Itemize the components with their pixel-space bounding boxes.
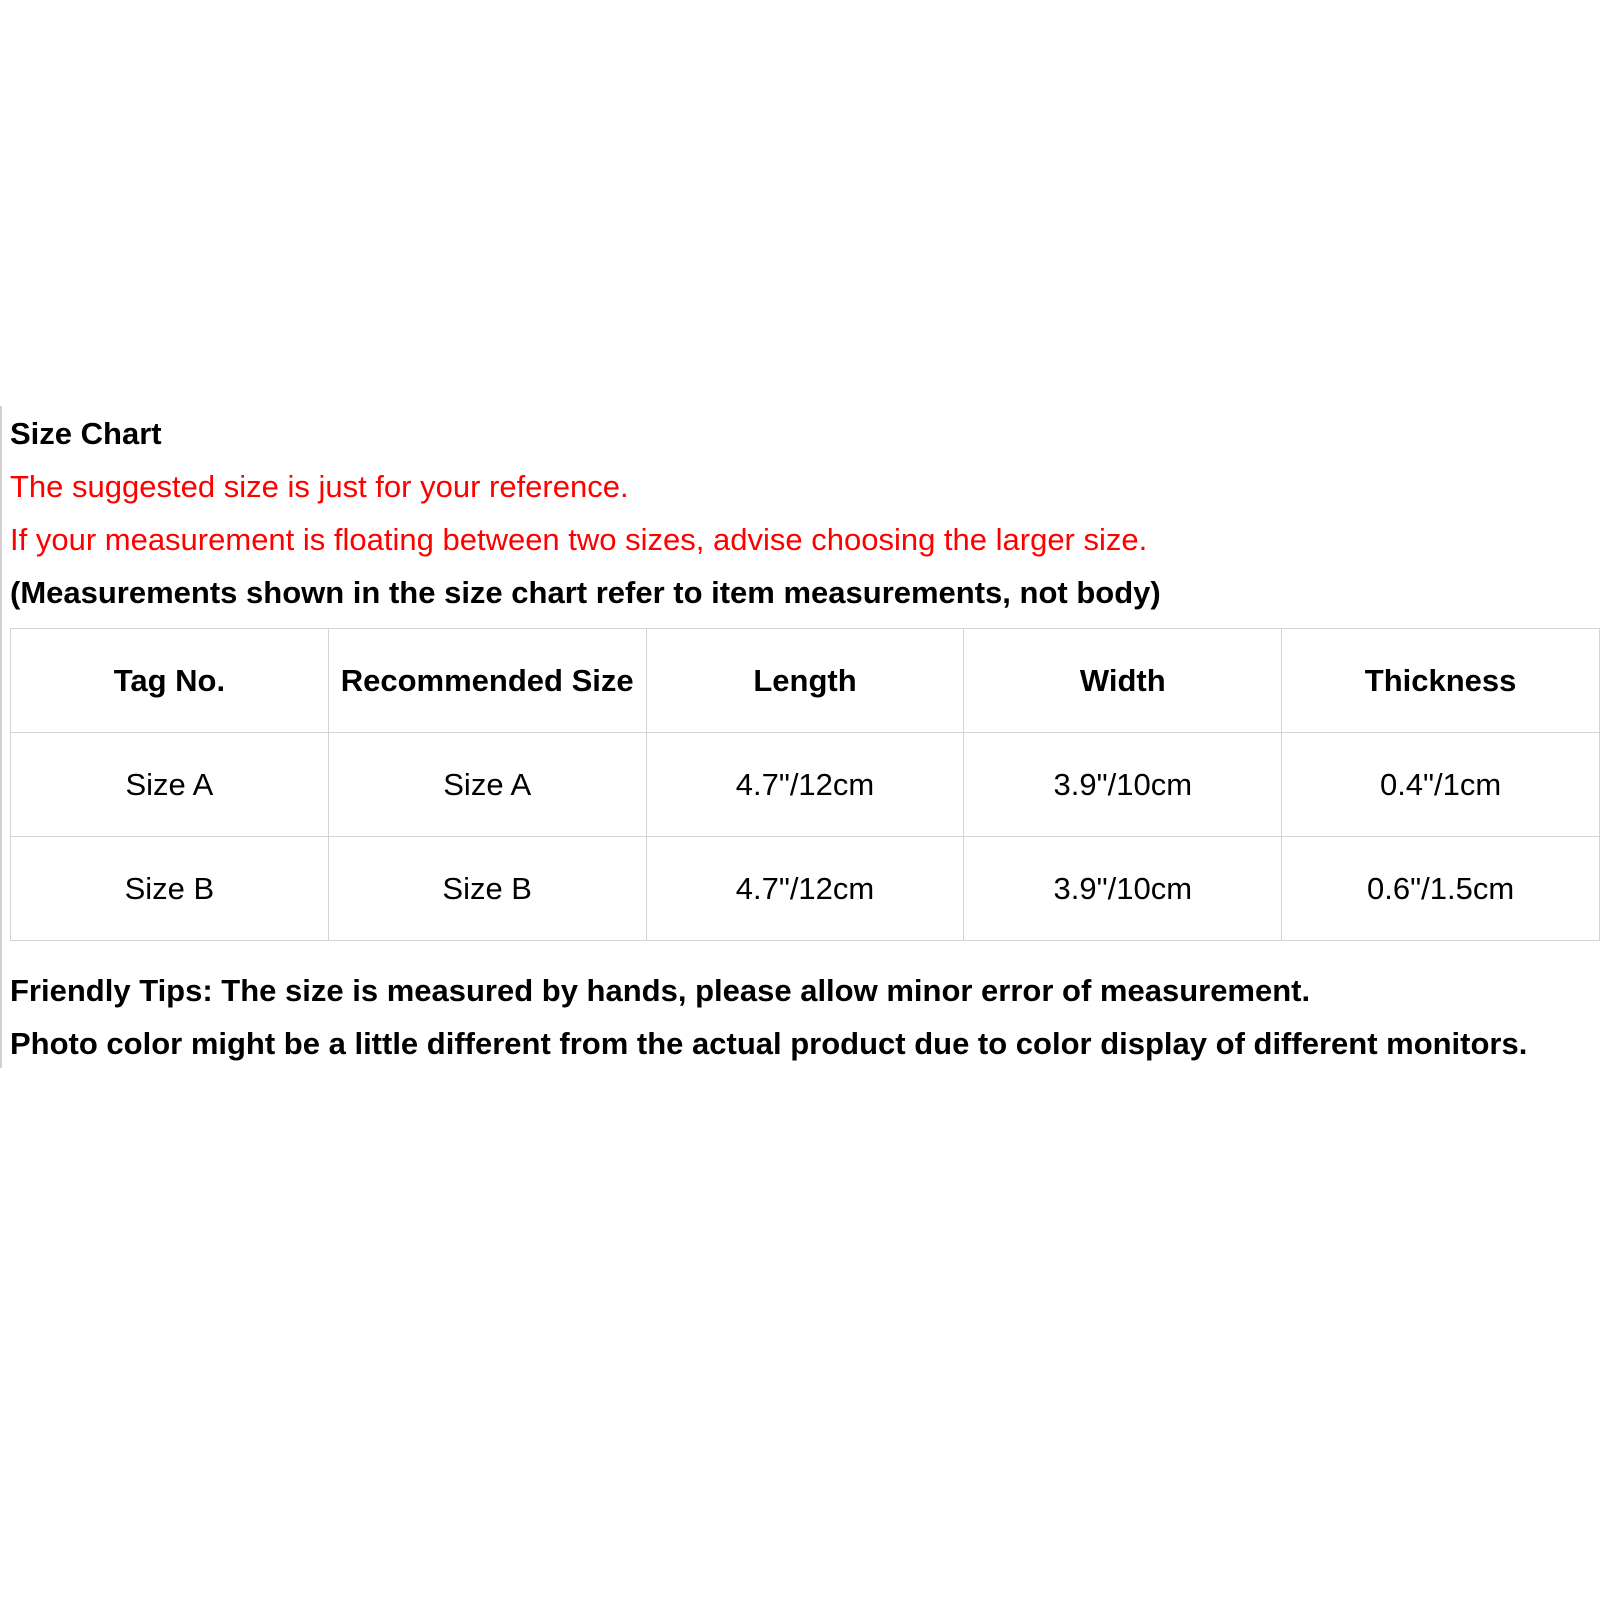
header-length: Length bbox=[646, 629, 964, 733]
table-row bbox=[11, 733, 1600, 837]
cell-width: 3.9"/10cm bbox=[964, 837, 1282, 941]
header-tag-no: Tag No. bbox=[11, 629, 329, 733]
size-chart-section bbox=[0, 406, 1600, 1068]
cell-thickness: 0.4"/1cm bbox=[1282, 733, 1600, 837]
cell-tag-no: Size A bbox=[11, 733, 329, 837]
cell-length: 4.7"/12cm bbox=[646, 733, 964, 837]
header-thickness: Thickness bbox=[1282, 629, 1600, 733]
cell-width: 3.9"/10cm bbox=[964, 733, 1282, 837]
cell-recommended-size: Size B bbox=[328, 837, 646, 941]
cell-recommended-size: Size A bbox=[328, 733, 646, 837]
sizing-advice-note: If your measurement is floating between two sizes, advise choosing the larger size. bbox=[10, 522, 1148, 557]
size-chart-title: Size Chart bbox=[10, 416, 162, 451]
photo-color-tip: Photo color might be a little different from the actual product due to color display of different monitors. bbox=[10, 1026, 1528, 1061]
cell-tag-no: Size B bbox=[11, 837, 329, 941]
table-row bbox=[11, 837, 1600, 941]
header-recommended-size: Recommended Size bbox=[328, 629, 646, 733]
table-header-row bbox=[11, 629, 1600, 733]
reference-note: The suggested size is just for your reference. bbox=[10, 469, 629, 504]
friendly-tip: Friendly Tips: The size is measured by hands, please allow minor error of measurement. bbox=[10, 973, 1311, 1008]
cell-thickness: 0.6"/1.5cm bbox=[1282, 837, 1600, 941]
header-width: Width bbox=[964, 629, 1282, 733]
cell-length: 4.7"/12cm bbox=[646, 837, 964, 941]
size-table bbox=[10, 628, 1600, 941]
measurement-note: (Measurements shown in the size chart refer to item measurements, not body) bbox=[10, 575, 1161, 610]
